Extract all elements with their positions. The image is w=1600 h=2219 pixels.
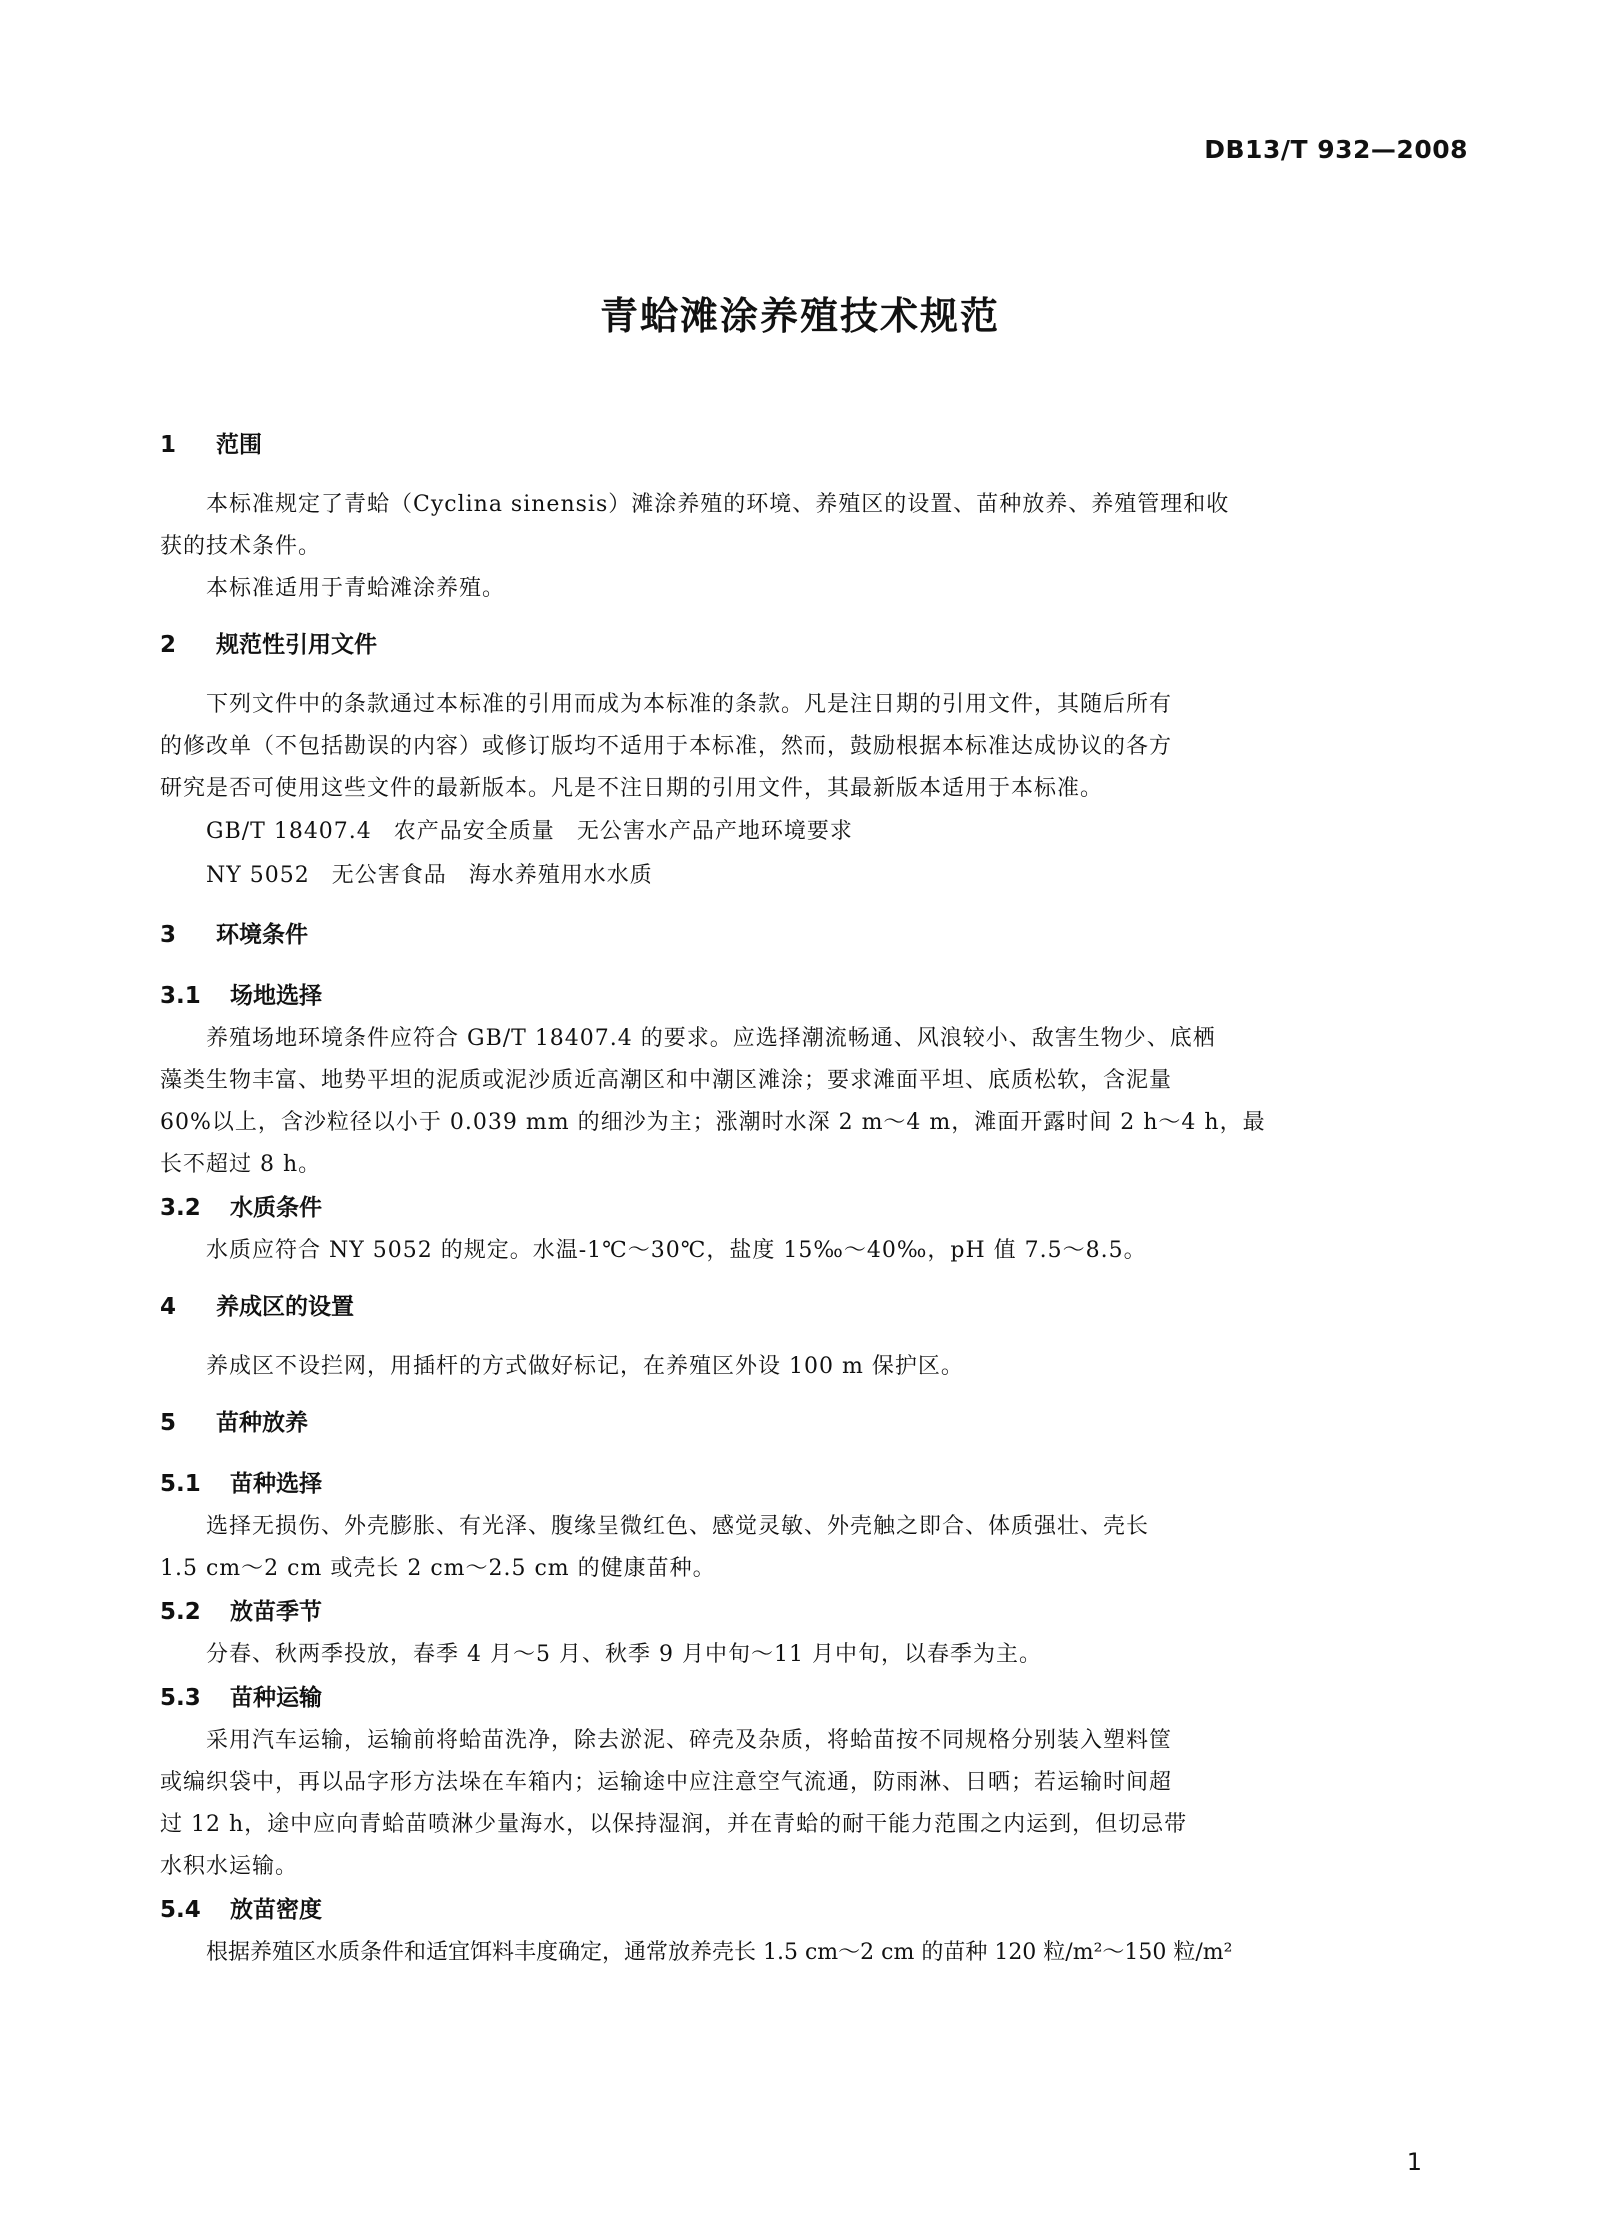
subsection-heading [160,1186,1460,1230]
section-heading-area-setup [160,1282,1460,1332]
section-title: 规范性引用文件 [216,632,377,658]
paragraph-line: 水积水运输。 [160,1854,299,1879]
section-number: 3 [160,922,177,948]
subsection-heading [160,1676,1460,1720]
paragraph-line: 的修改单（不包括勘误的内容）或修订版均不适用于本标准，然而，鼓励根据本标准达成协议的各方 [160,734,1173,759]
subsection-heading [160,974,1460,1018]
paragraph-line: 下列文件中的条款通过本标准的引用而成为本标准的条款。凡是注日期的引用文件，其随后所有 [206,692,1173,717]
paragraph-line: 或编织袋中，再以品字形方法垛在车箱内；运输途中应注意空气流通，防雨淋、日晒；若运输时间超 [160,1770,1173,1795]
paragraph-line: 根据养殖区水质条件和适宜饵料丰度确定，通常放养壳长 1.5 cm～2 cm 的苗种 120 粒/m²～150 粒/m² [206,1940,1233,1965]
subsection-title: 场地选择 [230,983,322,1009]
paragraph-line: 研究是否可使用这些文件的最新版本。凡是不注日期的引用文件，其最新版本适用于本标准。 [160,776,1104,801]
reference-item [160,810,1460,854]
section-title: 苗种放养 [216,1410,308,1436]
section-title: 养成区的设置 [216,1294,354,1320]
paragraph-line: 藻类生物丰富、地势平坦的泥质或泥沙质近高潮区和中潮区滩涂；要求滩面平坦、底质松软，含泥量 [160,1068,1173,1093]
reference-code: NY 5052 [206,863,310,888]
reference-title-part: 海水养殖用水水质 [468,863,653,888]
paragraph-line: 过 12 h，途中应向青蛤苗喷淋少量海水，以保持湿润，并在青蛤的耐干能力范围之内运到，但切忌带 [160,1812,1188,1837]
section-title: 范围 [216,432,262,458]
section-title: 环境条件 [216,922,308,948]
subsection-heading [160,1590,1460,1634]
paragraph-line: 养成区不设拦网，用插杆的方式做好标记，在养殖区外设 100 m 保护区。 [206,1354,964,1379]
paragraph-line: 采用汽车运输，运输前将蛤苗洗净，除去淤泥、碎壳及杂质，将蛤苗按不同规格分别装入塑料筐 [206,1728,1173,1753]
document-body [160,420,1460,1974]
document-code: DB13/T 932—2008 [1204,135,1468,164]
document-title: 青蛤滩涂养殖技术规范 [599,294,1000,338]
paragraph-line: 60%以上，含沙粒径以小于 0.039 mm 的细沙为主；涨潮时水深 2 m～4 m，滩面开露时间 2 h～4 h，最 [160,1110,1266,1135]
page-number: 1 [1406,2148,1422,2176]
subsection-title: 放苗季节 [230,1599,322,1625]
paragraph-line: 1.5 cm～2 cm 或壳长 2 cm～2.5 cm 的健康苗种。 [160,1556,716,1581]
paragraph-line: 选择无损伤、外壳膨胀、有光泽、腹缘呈微红色、感觉灵敏、外壳触之即合、体质强壮、壳长 [206,1514,1150,1539]
section-number: 2 [160,632,177,658]
section-number: 4 [160,1294,177,1320]
paragraph-line: 本标准适用于青蛤滩涂养殖。 [206,576,506,601]
subsection-number: 5.4 [160,1897,201,1923]
subsection-number: 5.3 [160,1685,201,1711]
section-heading-scope [160,420,1460,470]
paragraph-line: 长不超过 8 h。 [160,1152,322,1177]
section-heading-references [160,620,1460,670]
reference-title-part: 无公害食品 [331,863,447,888]
reference-title-part: 农产品安全质量 [393,819,555,844]
subsection-title: 苗种选择 [230,1471,322,1497]
reference-code: GB/T 18407.4 [206,819,372,844]
reference-item [160,854,1460,898]
section-heading-environment [160,910,1460,960]
paragraph-line: 分春、秋两季投放，春季 4 月～5 月、秋季 9 月中旬～11 月中旬，以春季为主。 [206,1642,1042,1667]
paragraph-line: 养殖场地环境条件应符合 GB/T 18407.4 的要求。应选择潮流畅通、风浪较小、敌害生物少、底栖 [206,1026,1216,1051]
paragraph-line: 获的技术条件。 [160,534,322,559]
subsection-title: 放苗密度 [230,1897,322,1923]
subsection-number: 3.2 [160,1195,201,1221]
paragraph-line: 水质应符合 NY 5052 的规定。水温-1℃～30℃，盐度 15‰～40‰，pH 值 7.5～8.5。 [206,1238,1147,1263]
reference-title-part: 无公害水产品产地环境要求 [576,819,853,844]
section-heading-stocking [160,1398,1460,1448]
subsection-title: 苗种运输 [230,1685,322,1711]
paragraph-line: 本标准规定了青蛤（Cyclina sinensis）滩涂养殖的环境、养殖区的设置、苗种放养、养殖管理和收 [206,492,1230,517]
subsection-number: 5.1 [160,1471,201,1497]
subsection-heading [160,1888,1460,1932]
subsection-title: 水质条件 [230,1195,322,1221]
subsection-number: 3.1 [160,983,201,1009]
section-number: 5 [160,1410,177,1436]
section-number: 1 [160,432,177,458]
subsection-heading [160,1462,1460,1506]
subsection-number: 5.2 [160,1599,201,1625]
